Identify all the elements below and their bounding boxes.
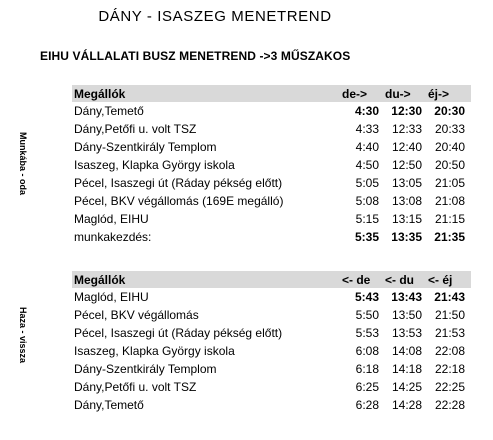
column-header: de-> (342, 85, 385, 102)
stop-name-cell: Dány-Szentkirály Templom (74, 140, 217, 154)
time-cell: 13:43 (391, 290, 422, 304)
stop-name-cell: Maglód, EIHU (74, 212, 149, 226)
time-cell: 4:30 (354, 104, 379, 118)
time-cell: 12:40 (391, 140, 422, 154)
time-cell: 14:18 (391, 362, 422, 376)
time-cell: 20:50 (434, 158, 465, 172)
stop-name-cell: Dány-Szentkirály Templom (74, 362, 217, 376)
time-cell: 5:43 (354, 290, 379, 304)
time-cell: 5:15 (355, 212, 379, 226)
time-cell: 4:33 (355, 122, 379, 136)
time-cell: 12:50 (391, 158, 422, 172)
table-row (72, 102, 471, 120)
table-row (72, 360, 471, 378)
time-cell: 14:25 (391, 380, 422, 394)
time-cell: 20:30 (434, 104, 465, 118)
stop-name-cell: Pécel, Isaszegi út (Ráday pékség előtt) (74, 176, 283, 190)
time-cell: 5:53 (355, 326, 379, 340)
return-side-label: Haza - vissza (18, 307, 28, 364)
time-cell: 6:18 (355, 362, 379, 376)
time-cell: 13:50 (391, 308, 422, 322)
time-cell: 5:05 (355, 176, 379, 190)
time-cell: 21:53 (434, 326, 465, 340)
time-cell: 6:25 (355, 380, 379, 394)
stop-name-cell: Dány,Petőfi u. volt TSZ (74, 380, 197, 394)
time-cell: 22:28 (434, 398, 465, 412)
time-cell: 13:08 (391, 194, 422, 208)
time-cell: 21:15 (434, 212, 465, 226)
page-subtitle: EIHU VÁLLALATI BUSZ MENETREND ->3 MŰSZAKOS (40, 49, 351, 63)
time-cell: 13:53 (391, 326, 422, 340)
table-row (72, 156, 471, 174)
outbound-timetable (72, 85, 471, 246)
column-header: <- du (385, 271, 428, 288)
page-title: DÁNY - ISASZEG MENETREND (98, 8, 332, 25)
time-cell: 20:33 (434, 122, 465, 136)
table-row (72, 396, 471, 414)
column-header: Megállók (72, 85, 342, 102)
stop-name-cell: Isaszeg, Klapka György iskola (74, 158, 235, 172)
stop-name-cell: Dány,Temető (74, 398, 144, 412)
stop-name-cell: Maglód, EIHU (74, 290, 149, 304)
time-cell: 21:05 (434, 176, 465, 190)
table-row (72, 174, 471, 192)
return-timetable (72, 271, 471, 414)
outbound-side-label: Munkába - oda (18, 132, 28, 196)
time-cell: 13:15 (391, 212, 422, 226)
time-cell: 4:40 (355, 140, 379, 154)
stop-name-cell: Dány,Temető (74, 104, 144, 118)
stop-name-cell: Isaszeg, Klapka György iskola (74, 344, 235, 358)
table-row (72, 192, 471, 210)
time-cell: 14:28 (391, 398, 422, 412)
time-cell: 21:43 (434, 290, 465, 304)
column-header: <- éj (428, 271, 471, 288)
stop-name-cell: Pécel, BKV végállomás (169E megálló) (74, 194, 284, 208)
column-header: <- de (342, 271, 385, 288)
time-cell: 22:08 (434, 344, 465, 358)
table-header-row (72, 271, 471, 288)
table-row (72, 342, 471, 360)
stop-name-cell: Pécel, Isaszegi út (Ráday pékség előtt) (74, 326, 283, 340)
table-header-row (72, 85, 471, 102)
stop-name-cell: Dány,Petőfi u. volt TSZ (74, 122, 197, 136)
time-cell: 20:40 (434, 140, 465, 154)
time-cell: 21:35 (434, 230, 465, 244)
stop-name-cell: Pécel, BKV végállomás (74, 308, 199, 322)
table-row (72, 378, 471, 396)
stop-name-cell: munkakezdés: (74, 230, 152, 244)
time-cell: 5:08 (355, 194, 379, 208)
time-cell: 22:18 (434, 362, 465, 376)
time-cell: 14:08 (391, 344, 422, 358)
time-cell: 13:35 (391, 230, 422, 244)
column-header: du-> (385, 85, 428, 102)
column-header: éj-> (428, 85, 471, 102)
table-row (72, 138, 471, 156)
table-row (72, 120, 471, 138)
time-cell: 21:08 (434, 194, 465, 208)
table-row (72, 306, 471, 324)
time-cell: 13:05 (391, 176, 422, 190)
table-row (72, 324, 471, 342)
time-cell: 5:50 (355, 308, 379, 322)
time-cell: 22:25 (434, 380, 465, 394)
column-header: Megállók (72, 271, 342, 288)
time-cell: 5:35 (354, 230, 379, 244)
time-cell: 12:33 (391, 122, 422, 136)
time-cell: 12:30 (391, 104, 422, 118)
time-cell: 4:50 (355, 158, 379, 172)
time-cell: 6:28 (355, 398, 379, 412)
time-cell: 21:50 (434, 308, 465, 322)
table-row (72, 210, 471, 228)
time-cell: 6:08 (355, 344, 379, 358)
table-row (72, 288, 471, 306)
table-row (72, 228, 471, 246)
